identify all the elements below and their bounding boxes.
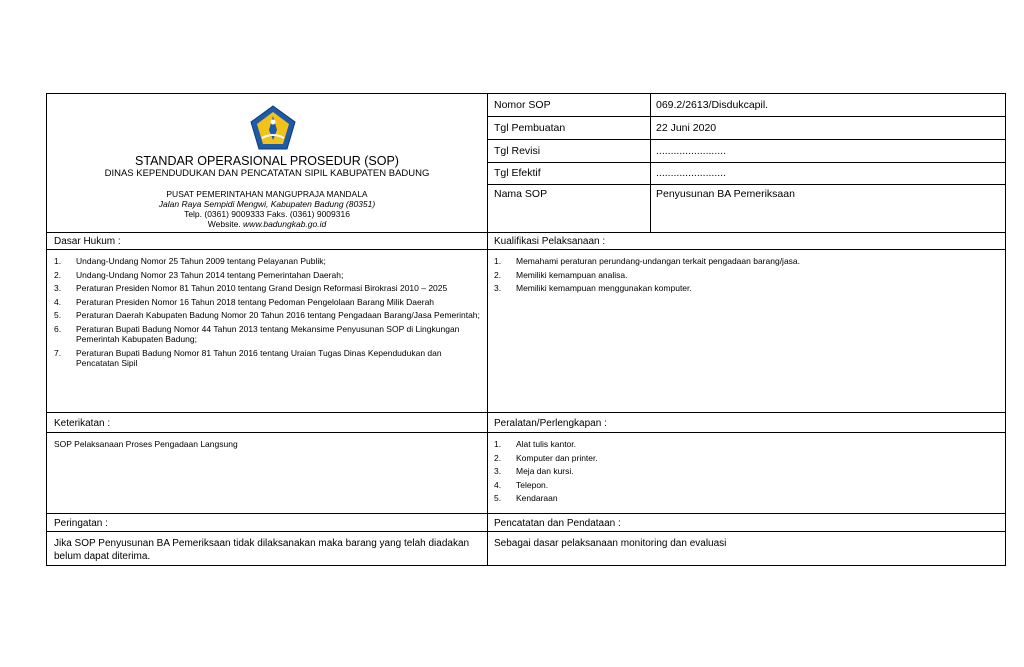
sop-document — [46, 93, 1006, 566]
list-item: 6. Peraturan Bupati Badung Nomor 44 Tahun 2013 tentang Mekansime Penyusunan SOP di Lingkungan Pemerintah Kabupaten Badung; — [54, 323, 460, 344]
kualifikasi-list — [494, 256, 999, 297]
info-row-line — [487, 116, 1006, 117]
list-item: 1. Memahami peraturan perundang-undangan terkait pengadaan barang/jasa. — [494, 256, 801, 266]
list-item: 4. Telepon. — [494, 479, 549, 490]
section-line — [47, 513, 1006, 514]
section-line — [47, 531, 1006, 532]
list-item: 3. Meja dan kursi. — [494, 466, 574, 476]
info-row-line — [487, 184, 1006, 185]
info-value-nama-sop: Penyusunan BA Pemeriksaan — [656, 188, 795, 200]
list-item: 1. Alat tulis kantor. — [494, 439, 577, 449]
pencatatan-title: Pencatatan dan Pendataan : — [494, 518, 621, 529]
peringatan-text: Jika SOP Penyusunan BA Pemeriksaan tidak dilaksanakan maka barang yang telah diadakan belum dapat diterima. — [54, 538, 470, 562]
info-row-line — [487, 139, 1006, 140]
list-item: 5. Kendaraan — [494, 493, 558, 503]
list-item: 3. Peraturan Presiden Nomor 81 Tahun 2010 tentang Grand Design Reformasi Birokrasi 2010 – 2025 — [54, 283, 448, 293]
keterikatan-title: Keterikatan : — [54, 418, 111, 429]
section-line — [47, 232, 1006, 233]
dasar-hukum-title: Dasar Hukum : — [54, 236, 121, 247]
sop-title: STANDAR OPERASIONAL PROSEDUR (SOP) — [135, 154, 399, 168]
list-item: 2. Memiliki kemampuan analisa. — [494, 269, 628, 280]
website-label: Website. — [207, 219, 244, 229]
peringatan-title: Peringatan : — [54, 518, 108, 529]
list-item: 2. Undang-Undang Nomor 23 Tahun 2014 tentang Pemerintahan Daerah; — [54, 269, 344, 280]
agency-name: DINAS KEPENDUDUKAN DAN PENCATATAN SIPIL KABUPATEN BADUNG — [104, 168, 430, 179]
kualifikasi-title: Kualifikasi Pelaksanaan : — [494, 236, 606, 247]
info-label-tgl-pembuatan: Tgl Pembuatan — [494, 122, 566, 134]
section-line — [47, 432, 1006, 433]
dasar-hukum-list — [54, 256, 482, 372]
info-value-nomor: 069.2/2613/Disdukcapil. — [656, 99, 769, 111]
keterikatan-text: SOP Pelaksanaan Proses Pengadaan Langsung — [54, 439, 238, 449]
list-item: 1. Undang-Undang Nomor 25 Tahun 2009 tentang Pelayanan Publik; — [54, 256, 326, 266]
info-label-tgl-revisi: Tgl Revisi — [494, 145, 541, 157]
badung-logo — [248, 104, 298, 154]
pencatatan-text: Sebagai dasar pelaksanaan monitoring dan evaluasi — [494, 538, 727, 549]
section-line — [47, 249, 1006, 250]
list-item: 4. Peraturan Presiden Nomor 16 Tahun 2018 tentang Pedoman Pengelolaan Barang Milik Daerah — [54, 296, 435, 307]
info-row-line — [487, 162, 1006, 163]
info-label-tgl-efektif: Tgl Efektif — [494, 167, 541, 179]
office-website — [47, 219, 487, 230]
section-line — [47, 412, 1006, 413]
info-label-nama-sop: Nama SOP — [494, 188, 548, 200]
peralatan-title: Peralatan/Perlengkapan : — [494, 418, 607, 429]
office-address: Jalan Raya Sempidi Mengwi, Kabupaten Badung (80351) — [158, 199, 376, 209]
list-item: 3. Memiliki kemampuan menggunakan komputer. — [494, 283, 692, 293]
info-divider — [650, 94, 651, 232]
office-phone: Telp. (0361) 9009333 Faks. (0361) 9009316 — [184, 209, 350, 219]
list-item: 2. Komputer dan printer. — [494, 452, 598, 463]
peralatan-list — [494, 439, 999, 507]
list-item: 7. Peraturan Bupati Badung Nomor 81 Tahun 2016 tentang Uraian Tugas Dinas Kependudukan dan Pencatatan Sipil — [54, 347, 442, 368]
website-link[interactable]: www.badungkab.go.id — [243, 219, 327, 229]
info-value-tgl-revisi: ........................ — [656, 145, 727, 157]
info-label-nomor: Nomor SOP — [494, 99, 551, 111]
center-divider — [487, 94, 488, 566]
info-value-tgl-efektif: ........................ — [656, 167, 727, 179]
office-name: PUSAT PEMERINTAHAN MANGUPRAJA MANDALA — [166, 189, 368, 199]
list-item: 5. Peraturan Daerah Kabupaten Badung Nomor 20 Tahun 2016 tentang Pengadaan Barang/Jasa Pemerintah; — [54, 310, 480, 320]
info-value-tgl-pembuatan: 22 Juni 2020 — [656, 122, 717, 134]
